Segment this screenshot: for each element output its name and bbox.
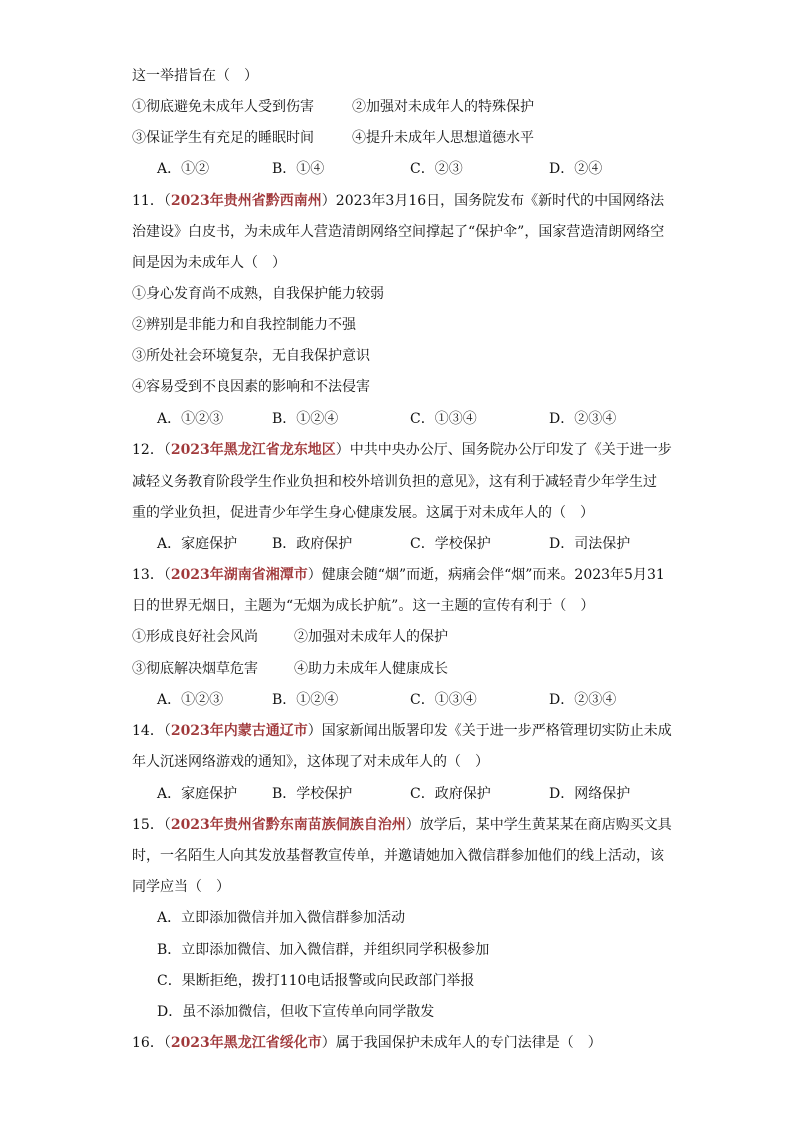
q13-statement-4: ④助力未成年人健康成长: [294, 661, 448, 677]
q13-option-a: A．①②③: [157, 692, 224, 708]
q14-number: 14．（: [132, 723, 171, 739]
q10-option-c: C．②③: [410, 161, 463, 177]
q11-option-c: C．①③④: [410, 411, 477, 427]
q11-option-a: A．①②③: [157, 411, 224, 427]
q11-option-b: B．①②④: [272, 411, 339, 427]
q16-line-1: [132, 1033, 602, 1053]
q13-statement-2: ②加强对未成年人的保护: [294, 629, 448, 645]
q16-text-1: ）属于我国保护未成年人的专门法律是（ ）: [321, 1035, 602, 1051]
q13-number: 13．（: [132, 567, 171, 583]
q10-option-d: D．②④: [549, 161, 603, 177]
q14-option-d: D．网络保护: [549, 786, 631, 802]
q16-source-tag: 2023年黑龙江省绥化市: [170, 1035, 322, 1051]
q16-number: 16．（: [132, 1035, 171, 1051]
q11-text-1: ）2023年3月16日，国务院发布《新时代的中国网络法: [321, 193, 665, 209]
q14-option-a: A．家庭保护: [157, 786, 238, 802]
q13-text-1: ）健康会随“烟”而逝，病痛会伴“烟”而来。2023年5月31: [307, 567, 665, 583]
q12-line-2: 减轻义务教育阶段学生作业负担和校外培训负担的意见》，这有利于减轻青少年学生过: [132, 474, 657, 490]
q15-option-d: D．虽不添加微信，但收下宣传单向同学散发: [157, 1004, 435, 1020]
q13-option-c: C．①③④: [410, 692, 477, 708]
q15-option-c: C．果断拒绝，拨打110电话报警或向民政部门举报: [157, 973, 475, 989]
q14-source-tag: 2023年内蒙古通辽市: [170, 723, 308, 739]
q11-line-1: [132, 191, 664, 211]
q11-statement-2: ②辨别是非能力和自我控制能力不强: [132, 317, 356, 333]
q11-statement-4: ④容易受到不良因素的影响和不法侵害: [132, 379, 370, 395]
q11-line-2: 治建设》白皮书，为未成年人营造清朗网络空间撑起了“保护伞”，国家营造清朗网络空: [132, 224, 665, 240]
q11-line-3: 间是因为未成年人（ ）: [132, 255, 286, 271]
q15-line-2: 时，一名陌生人向其发放基督教宣传单，并邀请她加入微信群参加他们的线上活动，该: [132, 848, 664, 864]
q11-statement-3: ③所处社会环境复杂，无自我保护意识: [132, 348, 370, 364]
q15-number: 15．（: [132, 817, 171, 833]
q10-statement-2: ②加强对未成年人的特殊保护: [352, 99, 534, 115]
q13-line-2: 日的世界无烟日，主题为“无烟为成长护航”。这一主题的宣传有利于（ ）: [132, 598, 595, 614]
q14-line-2: 年人沉迷网络游戏的通知》，这体现了对未成年人的（ ）: [132, 754, 489, 770]
q15-line-1: [132, 815, 672, 835]
q10-statement-4: ④提升未成年人思想道德水平: [352, 130, 534, 146]
q13-source-tag: 2023年湖南省湘潭市: [170, 567, 308, 583]
q10-option-a: A．①②: [157, 161, 210, 177]
q12-line-1: [132, 440, 672, 460]
q12-option-a: A．家庭保护: [157, 536, 238, 552]
q15-text-1: ）放学后，某中学生黄某某在商店购买文具: [405, 817, 672, 833]
q13-option-d: D．②③④: [549, 692, 617, 708]
q11-number: 11．（: [132, 193, 171, 209]
q12-option-c: C．学校保护: [410, 536, 491, 552]
q13-statement-3: ③彻底解决烟草危害: [132, 661, 258, 677]
q14-option-c: C．政府保护: [410, 786, 491, 802]
q15-line-3: 同学应当（ ）: [132, 879, 230, 895]
q13-option-b: B．①②④: [272, 692, 339, 708]
q15-source-tag: 2023年贵州省黔东南苗族侗族自治州: [170, 817, 406, 833]
q12-number: 12．（: [132, 442, 171, 458]
q14-option-b: B．学校保护: [272, 786, 353, 802]
q14-line-1: [132, 721, 672, 741]
q10-statement-3: ③保证学生有充足的睡眠时间: [132, 130, 314, 146]
q11-option-d: D．②③④: [549, 411, 617, 427]
q10-stem: 这一举措旨在（ ）: [132, 68, 258, 84]
q15-option-a: A．立即添加微信并加入微信群参加活动: [157, 910, 406, 926]
q13-line-1: [132, 565, 665, 585]
q12-text-1: ）中共中央办公厅、国务院办公厅印发了《关于进一步: [335, 442, 672, 458]
q15-option-b: B．立即添加微信、加入微信群，并组织同学积极参加: [157, 942, 490, 958]
q12-option-d: D．司法保护: [549, 536, 631, 552]
q11-source-tag: 2023年贵州省黔西南州: [170, 193, 322, 209]
q14-text-1: ）国家新闻出版署印发《关于进一步严格管理切实防止未成: [307, 723, 672, 739]
q12-line-3: 重的学业负担，促进青少年学生身心健康发展。这属于对未成年人的（ ）: [132, 505, 594, 521]
q13-statement-1: ①形成良好社会风尚: [132, 629, 258, 645]
q10-option-b: B．①④: [272, 161, 325, 177]
q12-option-b: B．政府保护: [272, 536, 353, 552]
q11-statement-1: ①身心发育尚不成熟，自我保护能力较弱: [132, 286, 384, 302]
q10-statement-1: ①彻底避免未成年人受到伤害: [132, 99, 314, 115]
q12-source-tag: 2023年黑龙江省龙东地区: [170, 442, 336, 458]
